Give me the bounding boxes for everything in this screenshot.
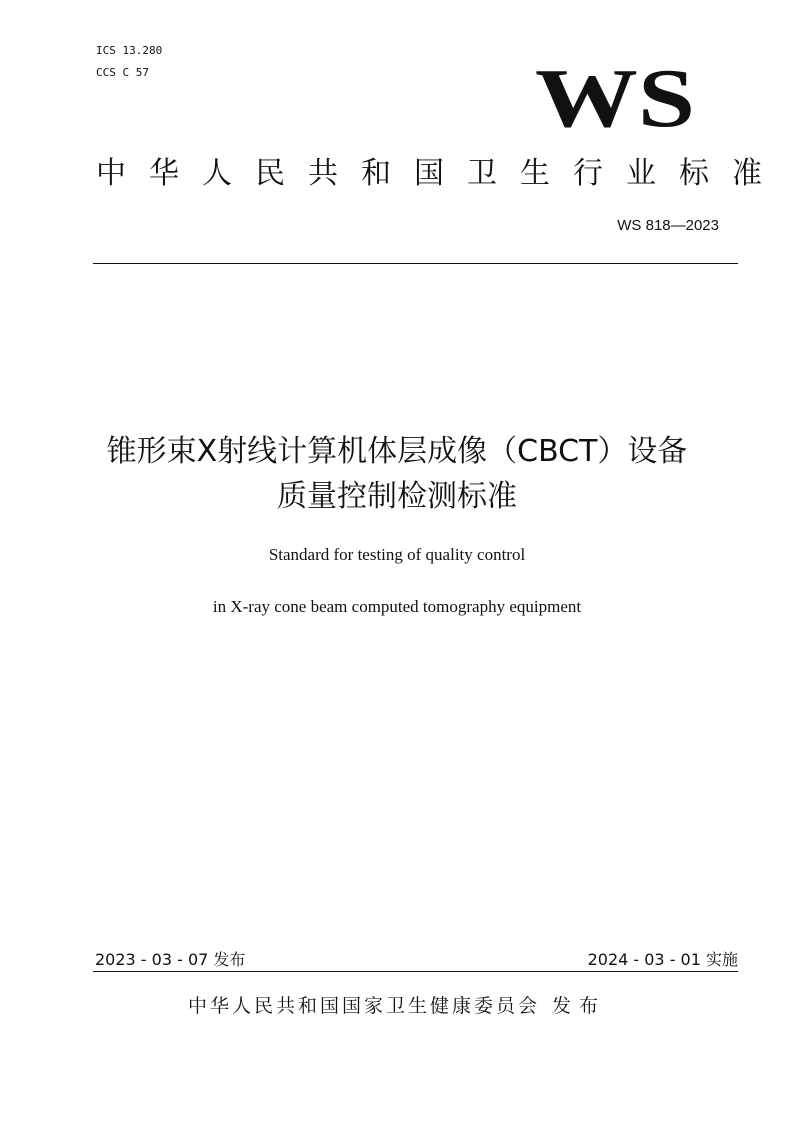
english-title-line-1: Standard for testing of quality control — [268, 545, 526, 564]
ws-logo — [533, 58, 698, 140]
ws-logo-text: WS — [535, 58, 695, 140]
top-divider — [93, 263, 738, 264]
standard-category-title: 中华人民共和国卫生行业标准 — [96, 156, 785, 191]
ics-code: ICS 13.280 — [96, 44, 163, 57]
publish-label: 发布 — [552, 995, 607, 1017]
classification-codes — [96, 40, 162, 84]
publisher-organization: 中华人民共和国国家卫生健康委员会 — [187, 995, 540, 1017]
standard-number: WS 818—2023 — [617, 217, 719, 234]
chinese-title-line-2: 质量控制检测标准 — [277, 479, 517, 514]
chinese-title-line-1: 锥形束X射线计算机体层成像（CBCT）设备 — [106, 434, 688, 469]
english-title-line-2: in X-ray cone beam computed tomography equipment — [212, 597, 582, 616]
bottom-divider — [93, 971, 738, 972]
ccs-code: CCS C 57 — [96, 66, 149, 79]
implementation-date: 2024 - 03 - 01 实施 — [587, 950, 738, 969]
issue-date: 2023 - 03 - 07 发布 — [95, 950, 246, 969]
publisher — [0, 993, 794, 1019]
